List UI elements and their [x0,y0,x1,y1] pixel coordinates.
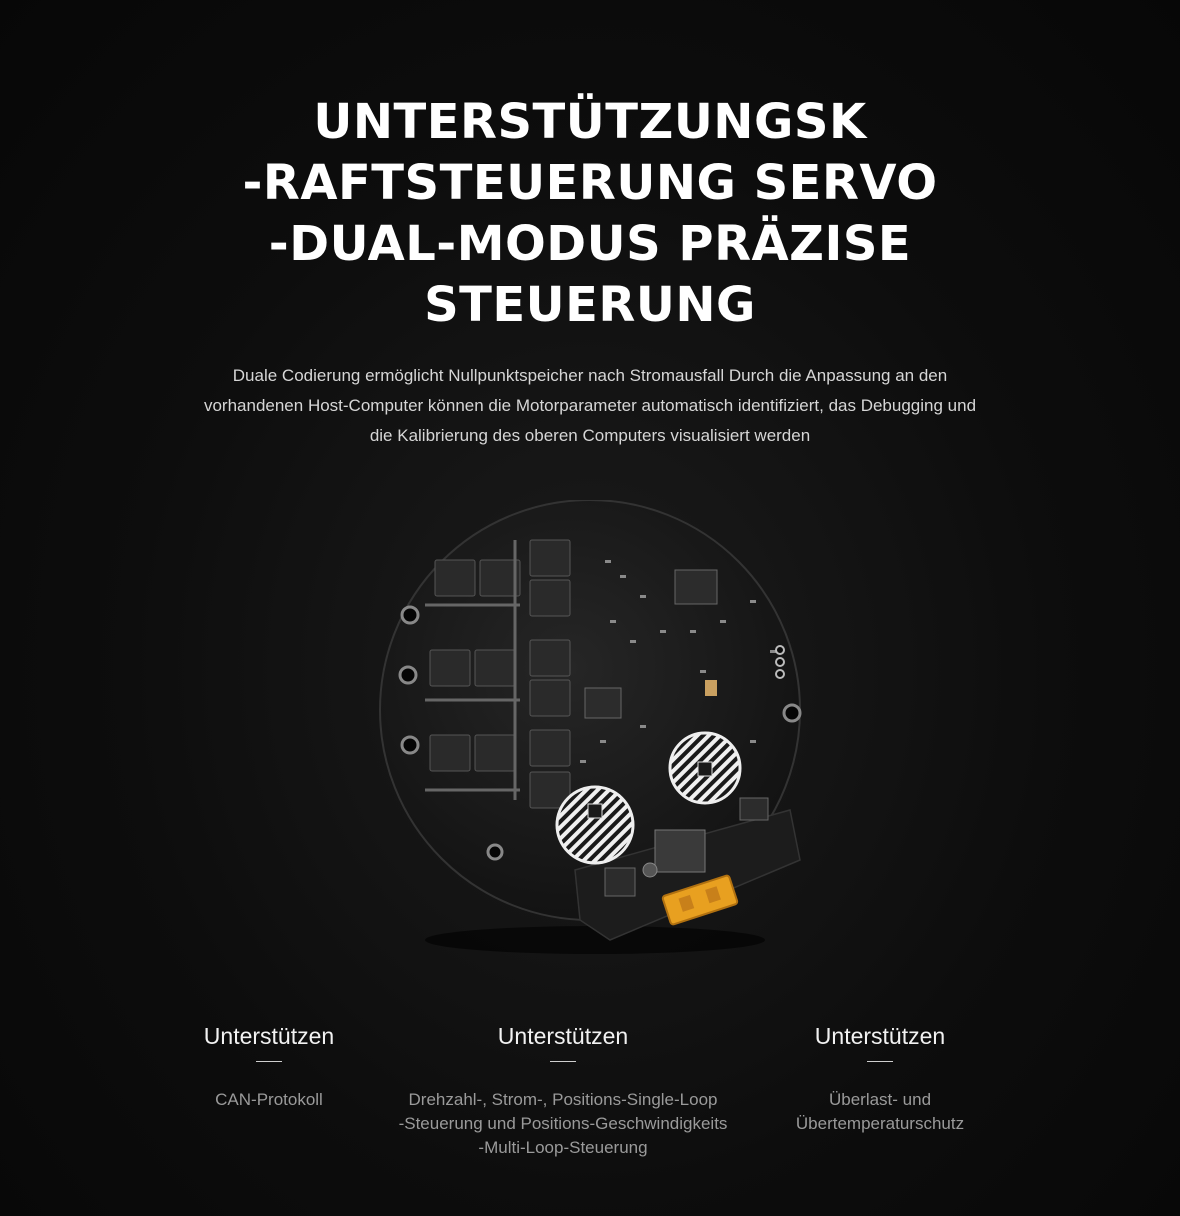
description-text [150,361,1030,451]
description-line-1: Duale Codierung ermöglicht Nullpunktspeicher nach Stromausfall Durch die Anpassung an den [232,366,948,385]
feature-title: Unterstützen [497,1023,629,1049]
page-title [0,92,1180,336]
divider [550,1061,576,1062]
feature-title: Unterstützen [203,1023,335,1049]
description-line-3: die Kalibrierung des oberen Computers visualisiert werden [369,426,811,445]
feature-desc-line: -Steuerung und Positions-Geschwindigkeits [398,1114,728,1133]
title-line-3: -DUAL-MODUS PRÄZISE [268,216,912,272]
feature-desc-line: -Multi-Loop-Steuerung [478,1138,648,1157]
feature-description [363,1088,763,1160]
circuit-board-image [370,500,810,960]
title-line-1: UNTERSTÜTZUNGSK [313,94,867,150]
feature-desc-line: Übertemperaturschutz [795,1114,965,1133]
feature-desc-line: Drehzahl-, Strom-, Positions-Single-Loop [408,1090,718,1109]
description-line-2: vorhandenen Host-Computer können die Motorparameter automatisch identifiziert, das Debugging und [203,396,977,415]
feature-description [760,1088,1000,1136]
feature-desc-line: CAN-Protokoll [215,1090,323,1109]
divider [867,1061,893,1062]
feature-description [169,1088,369,1112]
feature-title: Unterstützen [814,1023,946,1049]
title-line-2: -RAFTSTEUERUNG SERVO [242,155,938,211]
feature-overload-protection [760,1020,1000,1136]
feature-can-protocol [169,1020,369,1112]
title-line-4: STEUERUNG [424,277,756,333]
feature-control-loops [363,1020,763,1160]
feature-desc-line: Überlast- und [828,1090,932,1109]
divider [256,1061,282,1062]
